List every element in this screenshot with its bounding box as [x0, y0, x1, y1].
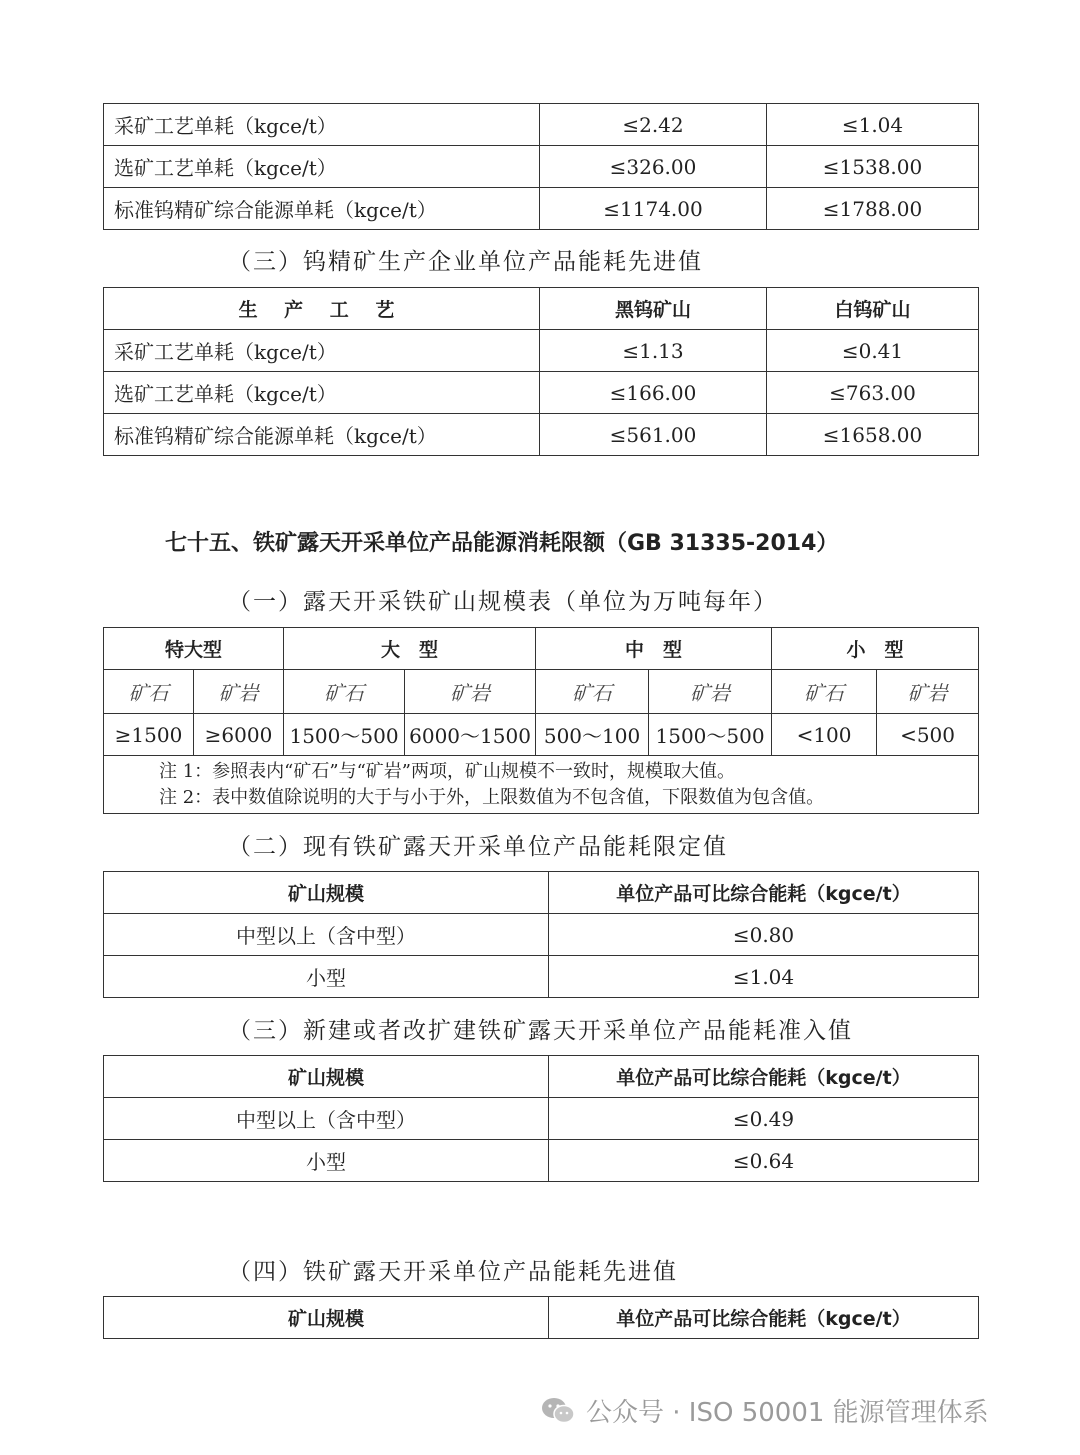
table-cell: 1500～500 — [284, 714, 405, 756]
column-header: 单位产品可比综合能耗（kgce/t） — [549, 1056, 979, 1098]
column-group-header: 特大型 — [104, 628, 284, 670]
table-cell: ≥6000 — [194, 714, 284, 756]
existing-limit-table — [103, 871, 979, 998]
column-subheader: 矿石 — [284, 670, 405, 714]
column-group-header: 大 型 — [284, 628, 536, 670]
column-header: 单位产品可比综合能耗（kgce/t） — [549, 872, 979, 914]
column-header: 黑钨矿山 — [540, 288, 767, 330]
table-cell: ≤0.49 — [549, 1098, 979, 1140]
note-2: 注 2：表中数值除说明的大于与小于外，上限数值为不包含值，下限数值为包含值。 — [159, 786, 825, 808]
table-row — [104, 146, 979, 188]
table-row — [104, 372, 979, 414]
table-notes — [104, 756, 979, 814]
table-cell: ≤1538.00 — [767, 146, 979, 188]
table-cell: 1500～500 — [649, 714, 772, 756]
table-cell: ≤1788.00 — [767, 188, 979, 230]
column-header: 单位产品可比综合能耗（kgce/t） — [549, 1297, 979, 1339]
column-header: 矿山规模 — [104, 1056, 549, 1098]
table-row — [104, 1098, 979, 1140]
table-row — [104, 330, 979, 372]
table-cell: ≤561.00 — [540, 414, 767, 456]
new-entry-table — [103, 1055, 979, 1182]
table-row — [104, 1140, 979, 1182]
advanced-title: （四）铁矿露天开采单位产品能耗先进值 — [228, 1259, 678, 1285]
table-row — [104, 914, 979, 956]
new-entry-title: （三）新建或者改扩建铁矿露天开采单位产品能耗准入值 — [228, 1018, 853, 1044]
table-cell: 中型以上（含中型） — [104, 914, 549, 956]
iron-mine-scale-table — [103, 627, 979, 814]
column-subheader: 矿石 — [772, 670, 877, 714]
table-row — [104, 414, 979, 456]
column-subheader: 矿岩 — [405, 670, 536, 714]
table-cell: ≤166.00 — [540, 372, 767, 414]
table-cell: 500～100 — [536, 714, 649, 756]
table-cell: ≤1174.00 — [540, 188, 767, 230]
table-header-row — [104, 628, 979, 670]
table-cell: <500 — [877, 714, 979, 756]
column-header: 生 产 工 艺 — [104, 288, 540, 330]
column-subheader: 矿石 — [536, 670, 649, 714]
table-cell: ≤2.42 — [540, 104, 767, 146]
table-cell: ≤326.00 — [540, 146, 767, 188]
column-header: 矿山规模 — [104, 1297, 549, 1339]
column-subheader: 矿岩 — [877, 670, 979, 714]
table-cell: 选矿工艺单耗（kgce/t） — [104, 146, 540, 188]
table-cell: 采矿工艺单耗（kgce/t） — [104, 330, 540, 372]
table-cell: ≤1.04 — [549, 956, 979, 998]
table-note-row — [104, 756, 979, 814]
table-cell: 6000～1500 — [405, 714, 536, 756]
section-heading: 七十五、铁矿露天开采单位产品能源消耗限额（GB 31335-2014） — [165, 531, 839, 556]
table-cell: ≤763.00 — [767, 372, 979, 414]
tungsten-advanced-table — [103, 287, 979, 456]
table-header-row — [104, 1056, 979, 1098]
table-cell: ≤0.64 — [549, 1140, 979, 1182]
table-row — [104, 956, 979, 998]
table-row — [104, 104, 979, 146]
column-header: 白钨矿山 — [767, 288, 979, 330]
table-cell: ≤1658.00 — [767, 414, 979, 456]
tungsten-advanced-title: （三）钨精矿生产企业单位产品能耗先进值 — [228, 249, 703, 275]
table-cell: 选矿工艺单耗（kgce/t） — [104, 372, 540, 414]
table-cell: ≤1.13 — [540, 330, 767, 372]
column-group-header: 中 型 — [536, 628, 772, 670]
scale-table-title: （一）露天开采铁矿山规模表（单位为万吨每年） — [228, 589, 778, 615]
note-1: 注 1：参照表内“矿石”与“矿岩”两项，矿山规模不一致时，规模取大值。 — [159, 760, 735, 782]
table-cell: ≥1500 — [104, 714, 194, 756]
table-header-row — [104, 872, 979, 914]
table-row — [104, 188, 979, 230]
table-cell: 标准钨精矿综合能源单耗（kgce/t） — [104, 414, 540, 456]
table-row — [104, 714, 979, 756]
column-header: 矿山规模 — [104, 872, 549, 914]
watermark-text: 公众号 · ISO 50001 能源管理体系 — [586, 1398, 989, 1428]
table-header-row — [104, 288, 979, 330]
table-cell: 采矿工艺单耗（kgce/t） — [104, 104, 540, 146]
table-cell: ≤0.80 — [549, 914, 979, 956]
table-header-row — [104, 1297, 979, 1339]
column-subheader: 矿石 — [104, 670, 194, 714]
table-cell: 中型以上（含中型） — [104, 1098, 549, 1140]
tungsten-limit-table — [103, 103, 979, 230]
table-subheader-row — [104, 670, 979, 714]
wechat-icon — [540, 1396, 576, 1426]
watermark — [540, 1392, 989, 1429]
column-subheader: 矿岩 — [649, 670, 772, 714]
existing-limit-title: （二）现有铁矿露天开采单位产品能耗限定值 — [228, 834, 728, 860]
table-cell: 小型 — [104, 956, 549, 998]
table-cell: ≤1.04 — [767, 104, 979, 146]
table-cell: <100 — [772, 714, 877, 756]
table-cell: ≤0.41 — [767, 330, 979, 372]
column-subheader: 矿岩 — [194, 670, 284, 714]
table-cell: 小型 — [104, 1140, 549, 1182]
advanced-table — [103, 1296, 979, 1339]
table-cell: 标准钨精矿综合能源单耗（kgce/t） — [104, 188, 540, 230]
column-group-header: 小 型 — [772, 628, 979, 670]
